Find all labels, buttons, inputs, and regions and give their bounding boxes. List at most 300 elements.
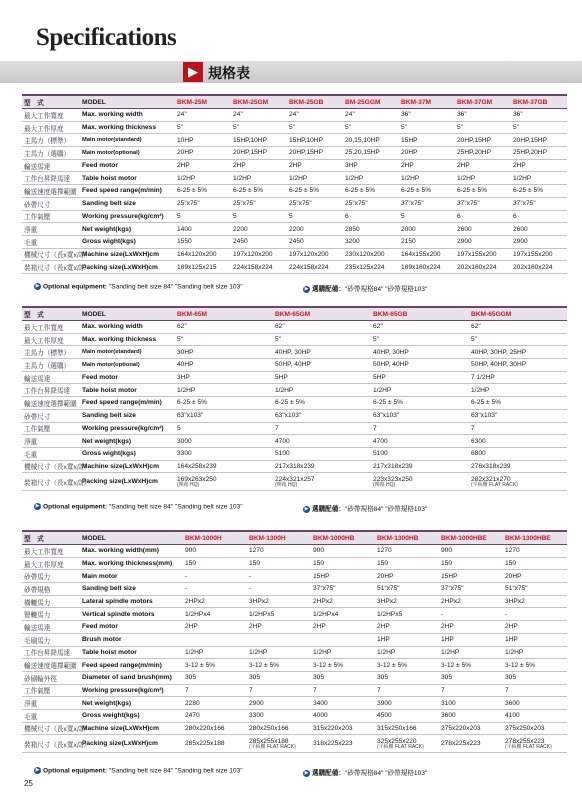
arrow-icon: ▶ xyxy=(304,769,309,776)
row-label-cn: 機械尺寸（長x寬x高） xyxy=(22,460,80,473)
packing-size: 169x263x250 xyxy=(177,475,217,483)
table-cell: 3300 xyxy=(247,709,311,722)
table-cell: 2200 xyxy=(287,223,343,236)
row-label-en: Max. working width xyxy=(80,321,175,334)
row-label-en: Packing size(LxWxH)cm xyxy=(80,473,175,491)
table-cell: 1270 xyxy=(375,545,439,558)
row-label-en: Main motor xyxy=(80,570,183,583)
table-cell: 63"x103" xyxy=(273,409,371,422)
row-label-en: Sanding belt size xyxy=(80,197,175,210)
table-cell: 5" xyxy=(175,121,231,134)
table-cell: 6-25 ± 5% xyxy=(175,397,273,410)
table-row xyxy=(22,147,567,160)
table-cell: 3-12 ± 5% xyxy=(503,659,567,672)
row-label-cn: 主馬力（選購） xyxy=(22,359,80,372)
table-cell: 1HP xyxy=(503,633,567,646)
table-cell: 1/2HP xyxy=(371,384,469,397)
table-cell: 20HP xyxy=(175,147,231,160)
optional-equipment-note-3 xyxy=(34,767,243,774)
table-cell: - xyxy=(439,608,503,621)
table-cell: 2HP xyxy=(439,621,503,634)
table-cell: 150 xyxy=(503,557,567,570)
table-cell: 1/2HP xyxy=(183,646,247,659)
table-row xyxy=(22,659,567,672)
arrow-icon: ▶ xyxy=(35,503,40,509)
table-cell: 7 xyxy=(375,684,439,697)
table-cell: 5" xyxy=(175,333,273,346)
table-cell: 1/2HP xyxy=(511,172,567,185)
table-row xyxy=(22,460,567,473)
table-row xyxy=(22,346,567,359)
row-label-en: Feed motor xyxy=(80,371,175,384)
table-cell: 235x125x224 xyxy=(343,261,399,274)
row-label-cn: 橫轆馬力 xyxy=(22,595,80,608)
table-cell: 24" xyxy=(175,109,231,122)
row-label-cn: 最大工作厚度 xyxy=(22,333,80,346)
table-cell: 1/2HPx5 xyxy=(247,608,311,621)
table-cell xyxy=(371,473,469,491)
row-label-en: Net weight(kgs) xyxy=(80,223,175,236)
table-cell: 5100 xyxy=(371,447,469,460)
table-cell: 7 1/2HP xyxy=(469,371,567,384)
row-label-en: Vertical spindle motors xyxy=(80,608,183,621)
row-label-en: Sanding belt size xyxy=(80,409,175,422)
table-row xyxy=(22,671,567,684)
row-label-en: Packing size(LxWxH)cm xyxy=(80,735,183,753)
table-row xyxy=(22,321,567,334)
column-header-model: BKM-65M xyxy=(175,307,273,321)
table-cell: 1/2HP xyxy=(399,172,455,185)
table-cell: 224x158x224 xyxy=(231,261,287,274)
table-cell: 6300 xyxy=(469,435,567,448)
table-cell: 315x250x166 xyxy=(375,722,439,735)
optional-equipment-note-1-cn xyxy=(303,283,427,293)
row-label-en: Diameter of sand brush(mm) xyxy=(80,671,183,684)
optional-text-cn: "砂帶規格84" "砂帶規格103" xyxy=(344,286,428,293)
row-label-cn: 輸送馬達 xyxy=(22,371,80,384)
table-cell: 37"x75" xyxy=(311,583,375,596)
arrow-icon: ▶ xyxy=(304,505,309,512)
row-label-en: Working pressure(kg/cm²) xyxy=(80,422,175,435)
table-cell: 1/2HP xyxy=(175,384,273,397)
table-row xyxy=(22,684,567,697)
row-label-cn: 最大工作寬度 xyxy=(22,109,80,122)
row-label-cn: 主馬力（標準） xyxy=(22,134,80,147)
table-cell: 2HP xyxy=(175,159,231,172)
table-cell: 5 xyxy=(287,210,343,223)
packing-size: 285x225x188 xyxy=(185,740,225,748)
table-row xyxy=(22,109,567,122)
table-cell: 37"x75" xyxy=(455,197,511,210)
table-cell xyxy=(439,735,503,753)
table-cell: 2HP xyxy=(183,621,247,634)
table-cell: 2HP xyxy=(375,621,439,634)
table-cell: 40HP xyxy=(175,359,273,372)
table-row xyxy=(22,333,567,346)
table-cell xyxy=(503,735,567,753)
table-cell: 2HPx2 xyxy=(439,595,503,608)
optional-label: Optional equipment: xyxy=(43,503,108,511)
table-cell: 5" xyxy=(287,121,343,134)
table-cell: 63"x103" xyxy=(175,409,273,422)
table-cell: 5" xyxy=(231,121,287,134)
table-cell: 4100 xyxy=(503,709,567,722)
table-cell: 50HP, 40HP xyxy=(273,359,371,372)
column-header-model: BKM-37GB xyxy=(511,95,567,109)
optional-label: Optional equipment: xyxy=(43,283,108,291)
table-cell: 2150 xyxy=(399,235,455,248)
column-header-model: BKM-25M xyxy=(175,95,231,109)
table-cell: 5 xyxy=(399,210,455,223)
table-cell: 2HP xyxy=(247,621,311,634)
row-label-cn: 最大工作厚度 xyxy=(22,121,80,134)
table-cell: 2HP xyxy=(287,159,343,172)
table-cell: 3600 xyxy=(439,709,503,722)
table-cell: 189x160x224 xyxy=(399,261,455,274)
row-label-cn: 砂帶尺寸 xyxy=(22,197,80,210)
table-row xyxy=(22,709,567,722)
table-row xyxy=(22,646,567,659)
table-cell: 275x220x203 xyxy=(439,722,503,735)
table-cell: 62" xyxy=(469,321,567,334)
table-cell: 2450 xyxy=(231,235,287,248)
table-cell: 6 xyxy=(343,210,399,223)
table-cell: 1/2HP xyxy=(175,172,231,185)
table-cell: 20HP,15HP xyxy=(511,134,567,147)
table-cell: 900 xyxy=(439,545,503,558)
row-label-cn: 毛重 xyxy=(22,447,80,460)
table-cell: 6 xyxy=(511,210,567,223)
table-cell: 164x120x200 xyxy=(175,248,231,261)
column-header-model: BKM-1300H xyxy=(247,531,311,545)
table-row xyxy=(22,595,567,608)
row-label-cn: 輸送馬達 xyxy=(22,159,80,172)
optional-label-cn: 選購配備： xyxy=(312,506,345,513)
column-header-model: BKM-37GM xyxy=(455,95,511,109)
table-cell: 2HP xyxy=(399,159,455,172)
table-cell: 20,15,10HP xyxy=(343,134,399,147)
row-label-cn: 工作氣壓 xyxy=(22,210,80,223)
spec-table-2 xyxy=(22,306,567,491)
table-cell: 24" xyxy=(343,109,399,122)
table-cell: 6-25 ± 5% xyxy=(231,185,287,198)
row-label-en: Main motor(standard) xyxy=(80,134,175,147)
table-cell: 37"x75" xyxy=(511,197,567,210)
packing-note: (平板櫃 FLAT RACK) xyxy=(471,481,518,488)
table-cell: 62" xyxy=(371,321,469,334)
packing-size: 278x225x223 xyxy=(441,740,481,748)
table-cell: 197x120x200 xyxy=(231,248,287,261)
table-cell: 6-25 ± 5% xyxy=(469,397,567,410)
table-cell: 2000 xyxy=(399,223,455,236)
page-number: 25 xyxy=(24,779,33,788)
column-header-model: BKM-1000HBE xyxy=(439,531,503,545)
optional-equipment-note-1 xyxy=(34,283,243,290)
row-label-en: Machine size(LxWxH)cm xyxy=(80,460,175,473)
table-cell: 3-12 ± 5% xyxy=(375,659,439,672)
row-label-en: Table hoist motor xyxy=(80,172,175,185)
row-label-en: Net weight(kgs) xyxy=(80,697,183,710)
row-label-cn: 毛重 xyxy=(22,709,80,722)
table-cell: 150 xyxy=(247,557,311,570)
table-cell: 6-25 ± 5% xyxy=(511,185,567,198)
optional-text-cn: "砂帶規格84" "砂帶規格103" xyxy=(344,770,428,777)
column-header-model: BKM-65GB xyxy=(371,307,469,321)
table-cell: 4700 xyxy=(371,435,469,448)
table-cell: 10HP xyxy=(175,134,231,147)
table-cell xyxy=(311,633,375,646)
table-cell: 4700 xyxy=(273,435,371,448)
table-cell: 5HP xyxy=(273,371,371,384)
table-cell: 2HP xyxy=(455,159,511,172)
table-cell: 36" xyxy=(455,109,511,122)
table-cell: 217x318x239 xyxy=(273,460,371,473)
table-cell: 1/2HP xyxy=(469,384,567,397)
table-cell: 217x318x239 xyxy=(371,460,469,473)
table-cell: 6-25 ± 5% xyxy=(399,185,455,198)
table-cell: - xyxy=(247,570,311,583)
table-cell xyxy=(247,735,311,753)
row-label-cn: 主馬力（標準） xyxy=(22,346,80,359)
optional-text-cn: "砂帶規格84" "砂帶規格103" xyxy=(344,506,428,513)
table-cell: 7 xyxy=(439,684,503,697)
table-cell xyxy=(175,473,273,491)
table-cell: 25"x75" xyxy=(175,197,231,210)
table-cell: 51"x75" xyxy=(375,583,439,596)
table-row xyxy=(22,435,567,448)
row-label-en: Lateral spindle motors xyxy=(80,595,183,608)
table-cell: 5" xyxy=(511,121,567,134)
table-row xyxy=(22,697,567,710)
row-label-cn: 砂刷輪外徑 xyxy=(22,671,80,684)
column-header: 型 式 xyxy=(22,531,80,545)
table-row xyxy=(22,261,567,274)
table-cell: 5 xyxy=(175,210,231,223)
table-cell: 5" xyxy=(273,333,371,346)
table-cell: 202x160x224 xyxy=(455,261,511,274)
table-cell: 164x258x239 xyxy=(175,460,273,473)
table-cell: 6800 xyxy=(469,447,567,460)
table-cell: 36" xyxy=(511,109,567,122)
table-row xyxy=(22,134,567,147)
row-label-en: Packing size(LxWxH)cm xyxy=(80,261,175,274)
packing-size: 285x255x188 xyxy=(249,737,289,745)
table-cell: 37"x75" xyxy=(439,583,503,596)
table-cell: 6-25 ± 5% xyxy=(371,397,469,410)
table-cell: 3-12 ± 5% xyxy=(311,659,375,672)
row-label-en: Working pressure(kg/cm²) xyxy=(80,210,175,223)
table-cell: 197x155x200 xyxy=(511,248,567,261)
table-cell: 3HPx2 xyxy=(503,595,567,608)
table-cell: 50HP, 40HP xyxy=(371,359,469,372)
table-cell: 3100 xyxy=(439,697,503,710)
table-cell: 4500 xyxy=(375,709,439,722)
table-cell: 197x120x200 xyxy=(287,248,343,261)
table-cell: 7 xyxy=(311,684,375,697)
table-header xyxy=(22,531,567,545)
optional-label-cn: 選購配備： xyxy=(312,770,345,777)
table-cell: - xyxy=(183,583,247,596)
table-cell: - xyxy=(503,608,567,621)
table-cell: 2HP xyxy=(511,159,567,172)
row-label-cn: 工作台昇降馬達 xyxy=(22,384,80,397)
table-cell: 25"x75" xyxy=(343,197,399,210)
table-cell: 7 xyxy=(503,684,567,697)
table-cell: 2200 xyxy=(231,223,287,236)
table-cell: 5" xyxy=(371,333,469,346)
optional-equipment-note-3-cn xyxy=(303,767,427,777)
table-cell: 315x220x203 xyxy=(311,722,375,735)
table-row-packing xyxy=(22,473,567,491)
column-header: 型 式 xyxy=(22,95,80,109)
row-label-cn: 毛刷馬力 xyxy=(22,633,80,646)
table-cell: 305 xyxy=(311,671,375,684)
table-cell: 150 xyxy=(183,557,247,570)
table-cell: 50HP, 40HP, 30HP xyxy=(469,359,567,372)
row-label-en: Machine size(LxWxH)cm xyxy=(80,722,183,735)
row-label-en: Max. working width(mm) xyxy=(80,545,183,558)
table-cell: 2900 xyxy=(247,697,311,710)
table-cell: 2600 xyxy=(511,223,567,236)
table-cell: 25"x75" xyxy=(231,197,287,210)
table-cell: 1550 xyxy=(175,235,231,248)
row-label-en: Gross weight(kgs) xyxy=(80,709,183,722)
table-cell: 7 xyxy=(273,422,371,435)
table-cell: 1/2HPx4 xyxy=(311,608,375,621)
row-label-cn: 工作氣壓 xyxy=(22,422,80,435)
table-cell xyxy=(273,473,371,491)
arrow-icon: ▶ xyxy=(183,62,203,82)
table-cell: 1/2HP xyxy=(287,172,343,185)
row-label-cn: 裝箱尺寸（長x寬x高） xyxy=(22,473,80,491)
table-cell: 3400 xyxy=(311,697,375,710)
packing-note: (裸箱 HQ) xyxy=(373,481,396,488)
row-label-en: Max. working thickness xyxy=(80,333,175,346)
table-cell: 1/2HP xyxy=(247,646,311,659)
row-label-cn: 砂帶尺寸 xyxy=(22,409,80,422)
column-header: MODEL xyxy=(80,531,183,545)
row-label-cn: 砂帶馬力 xyxy=(22,570,80,583)
table-cell xyxy=(183,735,247,753)
table-header xyxy=(22,307,567,321)
table-row xyxy=(22,422,567,435)
row-label-cn: 砂帶規格 xyxy=(22,583,80,596)
table-cell: 15HP xyxy=(311,570,375,583)
row-label-en: Working pressure(kg/cm²) xyxy=(80,684,183,697)
row-label-cn: 最大工作寬度 xyxy=(22,545,80,558)
table-cell: 2900 xyxy=(455,235,511,248)
table-row-packing xyxy=(22,735,567,753)
table-cell: 2HPx2 xyxy=(183,595,247,608)
column-header-model: BKM-1000H xyxy=(183,531,247,545)
table-cell: 40HP, 30HP xyxy=(273,346,371,359)
table-cell: 3-12 ± 5% xyxy=(439,659,503,672)
optional-equipment-note-2-cn xyxy=(303,503,427,513)
table-cell: 2600 xyxy=(455,223,511,236)
column-header-model: BKM-65GGM xyxy=(469,307,567,321)
packing-size: 278x255x223 xyxy=(505,737,545,745)
row-label-en: Brush motor xyxy=(80,633,183,646)
table-cell: 2HPx2 xyxy=(311,595,375,608)
packing-note: (裸箱 HQ) xyxy=(275,481,298,488)
table-cell: 305 xyxy=(503,671,567,684)
table-row xyxy=(22,722,567,735)
packing-size: 325x255x220 xyxy=(377,737,417,745)
table-cell: 1400 xyxy=(175,223,231,236)
table-cell: 3HPx2 xyxy=(247,595,311,608)
table-row xyxy=(22,371,567,384)
row-label-cn: 輸送速度選擇範圍 xyxy=(22,397,80,410)
table-cell: 230x120x200 xyxy=(343,248,399,261)
packing-size: 223x323x250 xyxy=(373,475,413,483)
table-cell: 2850 xyxy=(343,223,399,236)
table-cell: 5100 xyxy=(273,447,371,460)
table-cell: 1/2HPx5 xyxy=(375,608,439,621)
table-cell: 1HP xyxy=(375,633,439,646)
table-cell: 3-12 ± 5% xyxy=(247,659,311,672)
table-cell: 3HP xyxy=(343,159,399,172)
column-header-model: BKM-1300HB xyxy=(375,531,439,545)
table-cell: 37"x75" xyxy=(399,197,455,210)
row-label-en: Max. working width xyxy=(80,109,175,122)
table-cell: 40HP, 30HP xyxy=(371,346,469,359)
table-cell: 1/2HP xyxy=(439,646,503,659)
table-cell: 1HP xyxy=(439,633,503,646)
table-cell: 275x250x203 xyxy=(503,722,567,735)
row-label-cn: 輸送速度選擇範圍 xyxy=(22,185,80,198)
table-cell: 62" xyxy=(273,321,371,334)
table-cell: 25HP,20HP xyxy=(511,147,567,160)
table-cell xyxy=(311,735,375,753)
table-row xyxy=(22,121,567,134)
table-cell: 6-25 ± 5% xyxy=(273,397,371,410)
optional-text: "Sanding belt size 84" "Sanding belt size 103" xyxy=(108,283,243,291)
table-cell: 15HP xyxy=(439,570,503,583)
row-label-en: Main motor(standard) xyxy=(80,346,175,359)
table-cell: 20HP xyxy=(503,570,567,583)
table-cell: 7 xyxy=(469,422,567,435)
row-label-en: Net weight(kgs) xyxy=(80,435,175,448)
row-label-cn: 豎轆馬力 xyxy=(22,608,80,621)
page-subtitle: 規格表 xyxy=(208,65,250,81)
table-cell: 224x158x224 xyxy=(287,261,343,274)
row-label-en: Gross wight(kgs) xyxy=(80,447,175,460)
table-cell: 25HP,20HP xyxy=(455,147,511,160)
column-header-model: BM-25GGM xyxy=(343,95,399,109)
row-label-en: Machine size(LxWxH)cm xyxy=(80,248,175,261)
table-row xyxy=(22,570,567,583)
table-cell: 305 xyxy=(375,671,439,684)
table-row xyxy=(22,197,567,210)
table-cell: 5" xyxy=(399,121,455,134)
table-cell: 2280 xyxy=(183,697,247,710)
table-cell: 3200 xyxy=(343,235,399,248)
table-cell: 305 xyxy=(247,671,311,684)
table-cell: 20HP,15HP xyxy=(455,134,511,147)
table-cell: 20HP,15HP xyxy=(231,147,287,160)
table-cell: 63"x103" xyxy=(371,409,469,422)
column-header-model: BKM-1000HB xyxy=(311,531,375,545)
table-row xyxy=(22,359,567,372)
column-header: MODEL xyxy=(80,307,175,321)
table-cell: - xyxy=(247,583,311,596)
arrow-icon: ▶ xyxy=(304,285,309,292)
row-label-en: Feed speed range(m/min) xyxy=(80,397,175,410)
table-cell: 1/2HPx4 xyxy=(183,608,247,621)
table-cell: 202x160x224 xyxy=(511,261,567,274)
table-cell: 3HP xyxy=(175,371,273,384)
table-cell: 5" xyxy=(343,121,399,134)
